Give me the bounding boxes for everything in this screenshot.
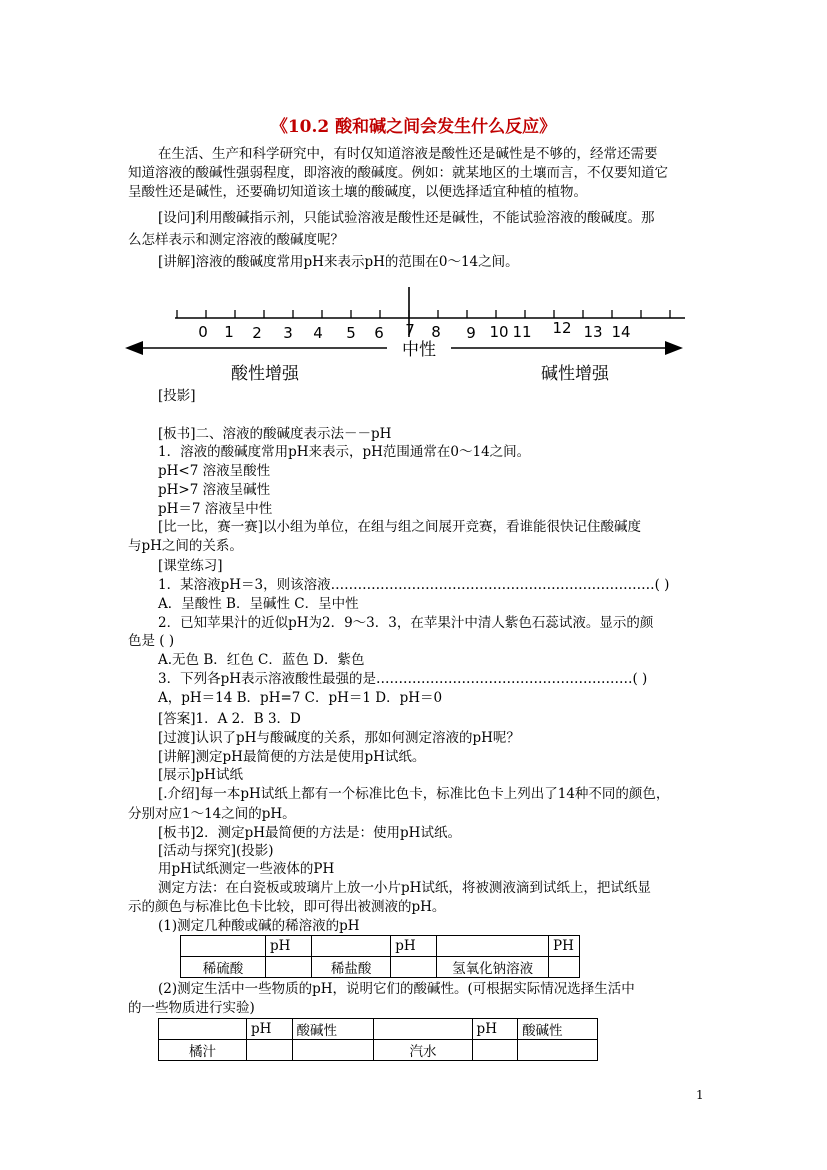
table-cell xyxy=(159,1019,247,1040)
document-title: 《10.2 酸和碱之间会发生什么反应》 xyxy=(270,117,557,137)
table-cell: 汽水 xyxy=(374,1040,472,1061)
body-line: 用pH试纸测定一些液体的PH xyxy=(158,861,335,877)
table-cell: pH xyxy=(247,1019,293,1040)
body-line: 1．某溶液pH＝3，则该溶液………………………………………………………………( ) xyxy=(158,577,670,593)
body-line: [比一比，赛一赛]以小组为单位，在组与组之间展开竞赛，看谁能很快记住酸碱度 xyxy=(158,519,642,535)
intro-line: 么怎样表示和测定溶液的酸碱度呢？ xyxy=(128,232,344,248)
table-cell xyxy=(181,936,266,957)
table-cell: 稀硫酸 xyxy=(181,957,266,978)
table-cell xyxy=(472,1040,518,1061)
base-label: 碱性增强 xyxy=(541,364,609,384)
tick-label-13: 13 xyxy=(583,323,603,341)
body-line: 3．下列各pH表示溶液酸性最强的是…………………………………………………( ) xyxy=(158,671,648,687)
table-cell xyxy=(549,957,580,978)
body-line: 与pH之间的关系。 xyxy=(128,538,243,554)
tick-label-12: 12 xyxy=(552,319,572,337)
table-row xyxy=(181,957,580,978)
body-line: pH>7 溶液呈碱性 xyxy=(158,482,271,498)
body-line: [过渡]认识了pH与酸碱度的关系，那如何测定溶液的pH呢？ xyxy=(158,730,520,746)
table-cell: 酸碱性 xyxy=(292,1019,374,1040)
body-line: 1．溶液的酸碱度常用pH来表示，pH范围通常在0～14之间。 xyxy=(158,444,531,460)
body-line: 2．已知苹果汁的近似pH为2．9～3．3，在苹果汁中清人紫色石蕊试液。显示的颜 xyxy=(158,615,654,631)
body-line: [活动与探究](投影) xyxy=(158,843,274,859)
tick-label-10: 10 xyxy=(489,323,509,341)
tick-label-14: 14 xyxy=(611,323,631,341)
body-line: 分别对应1～14之间的pH。 xyxy=(128,806,296,822)
intro-line: 知道溶液的酸碱性强弱程度，即溶液的酸碱度。例如：就某地区的土壤而言，不仅要知道它 xyxy=(128,165,668,181)
tick-label-5: 5 xyxy=(346,324,356,342)
acid-arrowhead xyxy=(125,341,143,355)
table-cell xyxy=(518,1040,598,1061)
tick-label-4: 4 xyxy=(313,324,323,342)
body-line: [.介绍]每一本pH试纸上都有一个标准比色卡，标准比色卡上列出了14种不同的颜色， xyxy=(158,786,670,802)
body-line: pH＝7 溶液呈中性 xyxy=(158,501,273,517)
table-cell: PH xyxy=(549,936,580,957)
body-line: [讲解]测定pH最简便的方法是使用pH试纸。 xyxy=(158,749,426,765)
page-number: 1 xyxy=(696,1088,704,1102)
ph-scale-figure xyxy=(125,285,685,385)
body-line: A.无色 B．红色 C．蓝色 D．紫色 xyxy=(158,652,365,668)
table-cell xyxy=(311,936,390,957)
table-row xyxy=(159,1019,598,1040)
tick-label-7: 7 xyxy=(405,321,415,339)
table-cell xyxy=(437,936,549,957)
body-line: [答案]1．A 2．B 3．D xyxy=(158,711,301,727)
body-line: A．呈酸性 B．呈碱性 C．呈中性 xyxy=(158,596,359,612)
table-cell xyxy=(247,1040,293,1061)
table-cell: pH xyxy=(391,936,437,957)
body-line: 测定方法：在白瓷板或玻璃片上放一小片pH试纸，将被测液滴到试纸上，把试纸显 xyxy=(158,880,651,896)
body-line: [板书]2．测定pH最简便的方法是：使用pH试纸。 xyxy=(158,825,461,841)
tick-label-6: 6 xyxy=(374,324,384,342)
table-row xyxy=(181,936,580,957)
tick-label-8: 8 xyxy=(431,323,441,341)
body-line: A，pH＝14 B．pH=7 C．pH＝1 D．pH＝0 xyxy=(158,690,443,706)
ph-table-acids-bases xyxy=(180,935,580,978)
ph-scale-svg xyxy=(125,285,685,385)
section2-line: (2)测定生活中一些物质的pH，说明它们的酸碱性。(可根据实际情况选择生活中 xyxy=(158,981,635,997)
table-row xyxy=(159,1040,598,1061)
body-line: pH<7 溶液呈酸性 xyxy=(158,463,271,479)
body-line: (1)测定几种酸或碱的稀溶液的pH xyxy=(158,918,360,934)
tick-label-11: 11 xyxy=(512,323,532,341)
table-cell: pH xyxy=(265,936,311,957)
tick-label-1: 1 xyxy=(224,323,234,341)
body-line: [课堂练习] xyxy=(158,558,223,574)
neutral-label: 中性 xyxy=(402,340,436,360)
table-cell xyxy=(391,957,437,978)
body-line: [板书]二、溶液的酸碱度表示法－－pH xyxy=(158,426,392,442)
table-cell: 橘汁 xyxy=(159,1040,247,1061)
table-cell: 酸碱性 xyxy=(518,1019,598,1040)
tick-label-3: 3 xyxy=(283,324,293,342)
intro-line: 在生活、生产和科学研究中，有时仅知道溶液是酸性还是碱性是不够的，经常还需要 xyxy=(158,146,658,162)
table-cell xyxy=(265,957,311,978)
body-line: 示的颜色与标准比色卡比较，即可得出被测液的pH。 xyxy=(128,899,446,915)
tick-label-2: 2 xyxy=(252,324,262,342)
table-cell: 氢氧化钠溶液 xyxy=(437,957,549,978)
table-cell: pH xyxy=(472,1019,518,1040)
acid-label: 酸性增强 xyxy=(231,364,299,384)
body-line: [展示]pH试纸 xyxy=(158,767,243,783)
table-cell: 稀盐酸 xyxy=(311,957,390,978)
intro-line: [设问]利用酸碱指示剂，只能试验溶液是酸性还是碱性，不能试验溶液的酸碱度。那 xyxy=(158,210,655,226)
base-arrowhead xyxy=(665,341,683,355)
body-line: 色是 ( ) xyxy=(128,633,175,649)
table-cell xyxy=(292,1040,374,1061)
table-cell xyxy=(374,1019,472,1040)
tick-label-9: 9 xyxy=(466,324,476,342)
body-line: [投影] xyxy=(158,388,196,404)
intro-line: 呈酸性还是碱性，还要确切知道该土壤的酸碱度，以便选择适宜种植的植物。 xyxy=(128,184,587,200)
section2-line: 的一些物质进行实验) xyxy=(128,1000,255,1016)
tick-label-0: 0 xyxy=(198,323,208,341)
ph-table-daily-substances xyxy=(158,1018,598,1061)
intro-line: [讲解]溶液的酸碱度常用pH来表示pH的范围在0～14之间。 xyxy=(158,254,519,270)
